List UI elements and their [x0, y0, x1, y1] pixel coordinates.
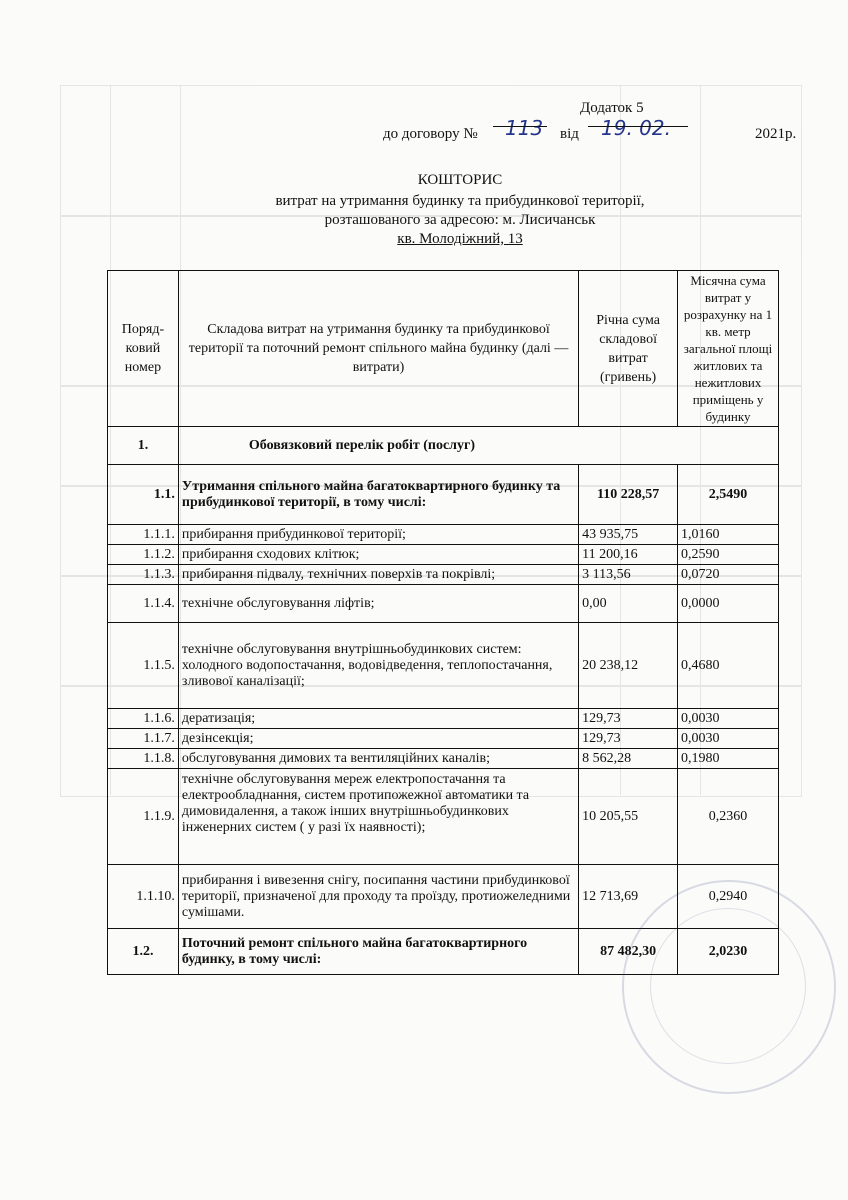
row-monthly: 2,5490 — [678, 465, 779, 525]
contract-date: 19. 02. — [601, 116, 671, 140]
row-annual: 10 205,55 — [579, 769, 678, 865]
row-number: 1.1.10. — [108, 865, 179, 929]
row-annual: 20 238,12 — [579, 623, 678, 709]
header-col-item: Складова витрат на утримання будинку та прибудинкової території та поточний ремонт спільного майна будинку (далі — витрати) — [178, 271, 578, 427]
row-annual: 11 200,16 — [579, 545, 678, 565]
contract-prefix: до договору № — [383, 126, 478, 142]
row-item: прибирання сходових клітюк; — [178, 545, 578, 565]
row-number: 1.1.3. — [108, 565, 179, 585]
row-item: технічне обслуговування внутрішньобудинкових систем: холодного водопостачання, водовідведення, теплопостачання, зливової каналізації; — [178, 623, 578, 709]
row-monthly: 0,0000 — [678, 585, 779, 623]
row-annual: 3 113,56 — [579, 565, 678, 585]
row-monthly: 0,4680 — [678, 623, 779, 709]
row-monthly: 2,0230 — [678, 929, 779, 975]
row-item: Утримання спільного майна багатоквартирного будинку та прибудинкової території, в тому числі: — [178, 465, 578, 525]
row-annual: 0,00 — [579, 585, 678, 623]
row-monthly: 0,0030 — [678, 709, 779, 729]
document-subtitle-line2: розташованого за адресою: м. Лисичанськ — [324, 212, 596, 228]
row-monthly: 0,0720 — [678, 565, 779, 585]
table-row — [108, 545, 779, 565]
row-annual: 43 935,75 — [579, 525, 678, 545]
address-text: кв. Молодіжний, 13 — [397, 231, 523, 247]
contract-line — [383, 116, 803, 148]
row-monthly: 0,1980 — [678, 749, 779, 769]
row-annual: 12 713,69 — [579, 865, 678, 929]
contract-number-underline — [493, 126, 547, 127]
table-row — [108, 585, 779, 623]
document-subtitle-line1: витрат на утримання будинку та прибудинкової території, — [275, 193, 645, 209]
row-item: технічне обслуговування ліфтів; — [178, 585, 578, 623]
row-annual: 129,73 — [579, 709, 678, 729]
date-prefix: від — [560, 126, 579, 142]
header-col-number: Поряд-ковий номер — [108, 271, 179, 427]
row-number: 1.1.7. — [108, 729, 179, 749]
table-row — [108, 565, 779, 585]
table-row — [108, 769, 779, 865]
document-heading: КОШТОРИС — [417, 172, 503, 188]
contract-date-underline — [588, 126, 688, 127]
row-number: 1.1. — [108, 465, 179, 525]
row-monthly: 1,0160 — [678, 525, 779, 545]
row-item: Поточний ремонт спільного майна багатоквартирного будинку, в тому числі: — [178, 929, 578, 975]
row-number: 1.1.4. — [108, 585, 179, 623]
row-number: 1.1.8. — [108, 749, 179, 769]
document-address — [200, 231, 720, 248]
table-row — [108, 525, 779, 545]
row-number: 1.1.2. — [108, 545, 179, 565]
row-item: прибирання прибудинкової території; — [178, 525, 578, 545]
table-row — [108, 623, 779, 709]
row-annual: 8 562,28 — [579, 749, 678, 769]
row-monthly: 0,2940 — [678, 865, 779, 929]
header-col-annual: Річна сума складової витрат (гривень) — [579, 271, 678, 427]
estimate-table — [107, 270, 779, 975]
row-item: обслуговування димових та вентиляційних каналів; — [178, 749, 578, 769]
row-item: дератизація; — [178, 709, 578, 729]
table-row — [108, 729, 779, 749]
header-col-monthly: Місячна сума витрат у розрахунку на 1 кв. метр загальної площі житлових та нежитлових приміщень у будинку — [678, 271, 779, 427]
row-annual: 129,73 — [579, 729, 678, 749]
row-number: 1.1.5. — [108, 623, 179, 709]
section-title: Обовязковий перелік робіт (послуг) — [178, 427, 778, 465]
table-row — [108, 465, 779, 525]
row-monthly: 0,2590 — [678, 545, 779, 565]
row-number: 1.1.1. — [108, 525, 179, 545]
row-monthly: 0,2360 — [678, 769, 779, 865]
row-item: прибирання і вивезення снігу, посипання частини прибудинкової території, призначеної для проходу та проїзду, протиожеледними сумішами. — [178, 865, 578, 929]
faint-stamp-inner — [650, 908, 806, 1064]
addendum-label: Додаток 5 — [580, 100, 644, 116]
row-item: технічне обслуговування мереж електропостачання та електрообладнання, систем протипожежної автоматики та димовидалення, а також інших внутрішньобудинкових інженерних систем ( у разі їх наявності); — [178, 769, 578, 865]
section-number: 1. — [108, 427, 179, 465]
contract-number: 113 — [505, 116, 544, 140]
row-number: 1.2. — [108, 929, 179, 975]
row-number: 1.1.6. — [108, 709, 179, 729]
row-monthly: 0,0030 — [678, 729, 779, 749]
row-annual: 110 228,57 — [579, 465, 678, 525]
table-row — [108, 749, 779, 769]
row-annual: 87 482,30 — [579, 929, 678, 975]
table-row — [108, 709, 779, 729]
row-item: прибирання підвалу, технічних поверхів та покрівлі; — [178, 565, 578, 585]
row-item: дезінсекція; — [178, 729, 578, 749]
section-row — [108, 427, 779, 465]
row-number: 1.1.9. — [108, 769, 179, 865]
contract-year: 2021р. — [755, 126, 797, 142]
